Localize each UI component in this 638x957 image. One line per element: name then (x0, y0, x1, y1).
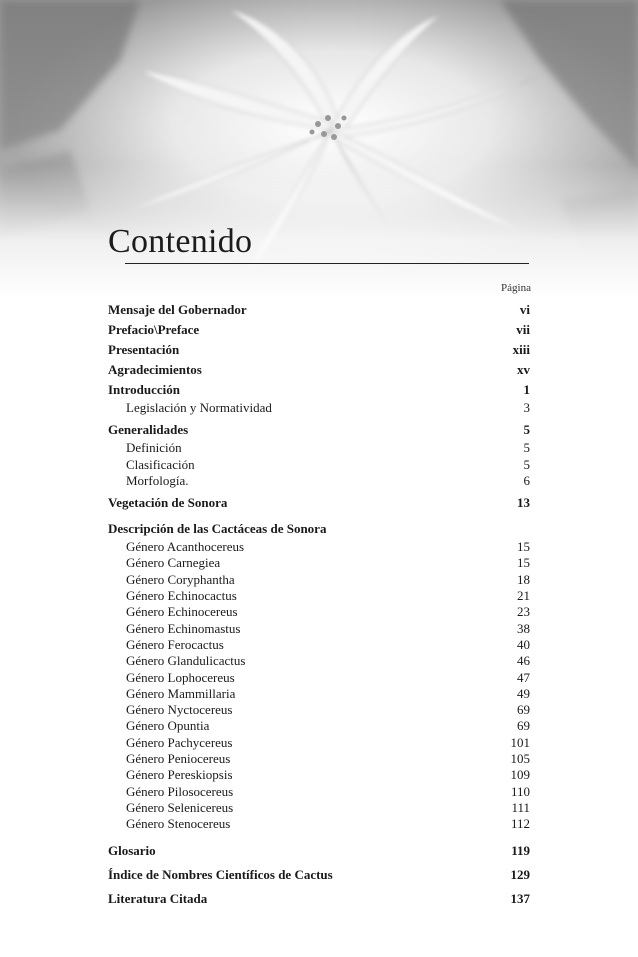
toc-page: 101 (510, 734, 530, 750)
toc-label: Género Selenicereus (126, 799, 234, 815)
toc-label: Legislación y Normatividad (126, 400, 272, 415)
toc-entry-indice[interactable] (108, 865, 530, 885)
toc-subentry-genero[interactable] (108, 784, 530, 800)
toc-label: Género Stenocereus (126, 816, 231, 832)
toc-subentry-genero[interactable] (108, 588, 530, 604)
toc-page: xiii (512, 342, 530, 357)
toc-page: 46 (517, 653, 530, 669)
toc-page: vii (516, 322, 530, 337)
toc-entry-presentacion[interactable] (108, 340, 530, 360)
toc-entry-literatura[interactable] (108, 889, 530, 909)
toc-label: Género Glandulicactus (126, 653, 246, 669)
page-title: Contenido (108, 223, 253, 260)
toc-label: Presentación (108, 342, 180, 357)
toc-page: vi (519, 302, 530, 317)
toc-label: Vegetación de Sonora (108, 495, 228, 511)
toc-entry-generalidades[interactable] (108, 420, 530, 440)
toc-subentry-legislacion[interactable] (108, 400, 530, 416)
toc-page: 18 (517, 571, 530, 587)
toc-page: 111 (511, 799, 530, 815)
toc-entry-agradecimientos[interactable] (108, 360, 530, 380)
toc-subentry-clasificacion[interactable] (108, 457, 530, 473)
toc-subentry-genero[interactable] (108, 637, 530, 653)
toc-page: 15 (517, 555, 530, 571)
toc-page: 47 (517, 669, 530, 685)
toc-entry-glosario[interactable] (108, 841, 530, 861)
toc-label: Género Coryphantha (126, 571, 235, 587)
toc-label: Definición (126, 440, 182, 456)
toc-subentry-genero[interactable] (108, 702, 530, 718)
toc-subentry-genero[interactable] (108, 653, 530, 669)
toc-label: Género Ferocactus (126, 636, 224, 652)
toc-page: 112 (510, 816, 530, 832)
toc-label: Género Pachycereus (126, 734, 233, 750)
toc-label: Género Echinocactus (126, 588, 237, 604)
toc-subentry-definicion[interactable] (108, 440, 530, 456)
toc-page: 3 (523, 400, 530, 415)
toc-label: Género Echinomastus (126, 620, 241, 636)
toc-page: 110 (510, 783, 530, 799)
toc-label: Género Carnegiea (126, 555, 221, 571)
toc-label: Género Nyctocereus (126, 702, 233, 718)
title-underline (125, 263, 529, 264)
toc-page: xv (517, 362, 530, 377)
header-flower-photo (0, 0, 638, 300)
toc-entry-vegetacion[interactable] (108, 493, 530, 513)
toc-subentry-genero[interactable] (108, 572, 530, 588)
toc-label: Generalidades (108, 422, 189, 438)
toc-page: 38 (517, 620, 530, 636)
toc-subentry-genero[interactable] (108, 604, 530, 620)
toc-label: Género Pilosocereus (126, 783, 234, 799)
toc-page: 15 (517, 539, 530, 555)
toc-entry-introduccion[interactable] (108, 380, 530, 400)
toc-entry-prefacio[interactable] (108, 320, 530, 340)
toc-page: 40 (517, 636, 530, 652)
toc-label: Mensaje del Gobernador (108, 302, 247, 317)
table-of-contents (108, 300, 530, 909)
toc-label: Introducción (108, 382, 180, 397)
toc-subentry-genero[interactable] (108, 816, 530, 832)
toc-label: Género Pereskiopsis (126, 767, 233, 783)
toc-subentry-genero[interactable] (108, 539, 530, 555)
toc-page: 109 (510, 767, 530, 783)
toc-page: 5 (523, 456, 530, 472)
toc-page: 49 (517, 685, 530, 701)
toc-page: 6 (523, 472, 530, 488)
toc-page: 137 (510, 890, 530, 906)
toc-page: 119 (511, 842, 530, 858)
toc-label: Género Lophocereus (126, 669, 235, 685)
toc-page: 21 (517, 588, 530, 604)
toc-label: Morfología. (126, 472, 189, 488)
toc-page: 69 (517, 702, 530, 718)
toc-subentry-genero[interactable] (108, 800, 530, 816)
toc-label: Género Opuntia (126, 718, 210, 734)
toc-page: 129 (510, 866, 530, 882)
toc-subentry-genero[interactable] (108, 686, 530, 702)
toc-page: 13 (517, 495, 530, 511)
toc-label: Género Peniocereus (126, 751, 231, 767)
toc-label: Género Mammillaria (126, 685, 236, 701)
toc-subentry-genero[interactable] (108, 555, 530, 571)
toc-page: 1 (523, 382, 530, 397)
toc-label: Descripción de las Cactáceas de Sonora (108, 521, 327, 537)
toc-label: Agradecimientos (108, 362, 202, 377)
toc-subentry-genero[interactable] (108, 767, 530, 783)
toc-label: Género Acanthocereus (126, 539, 245, 555)
toc-entry-mensaje[interactable] (108, 300, 530, 320)
toc-subentry-morfologia[interactable] (108, 473, 530, 489)
toc-label: Índice de Nombres Científicos de Cactus (108, 866, 333, 882)
toc-subentry-genero[interactable] (108, 670, 530, 686)
toc-label: Prefacio\Preface (108, 322, 200, 337)
toc-label: Literatura Citada (108, 890, 208, 906)
toc-page: 105 (510, 751, 530, 767)
toc-page: 23 (517, 604, 530, 620)
toc-subentry-genero[interactable] (108, 751, 530, 767)
toc-label: Glosario (108, 842, 156, 858)
toc-label: Género Echinocereus (126, 604, 238, 620)
toc-label: Clasificación (126, 456, 195, 472)
toc-subentry-genero[interactable] (108, 735, 530, 751)
page-column-header: Página (501, 282, 531, 294)
toc-page: 5 (523, 422, 530, 438)
toc-subentry-genero[interactable] (108, 718, 530, 734)
toc-page: 69 (517, 718, 530, 734)
toc-subentry-genero[interactable] (108, 621, 530, 637)
toc-page: 5 (523, 440, 530, 456)
toc-entry-descripcion[interactable] (108, 519, 530, 539)
